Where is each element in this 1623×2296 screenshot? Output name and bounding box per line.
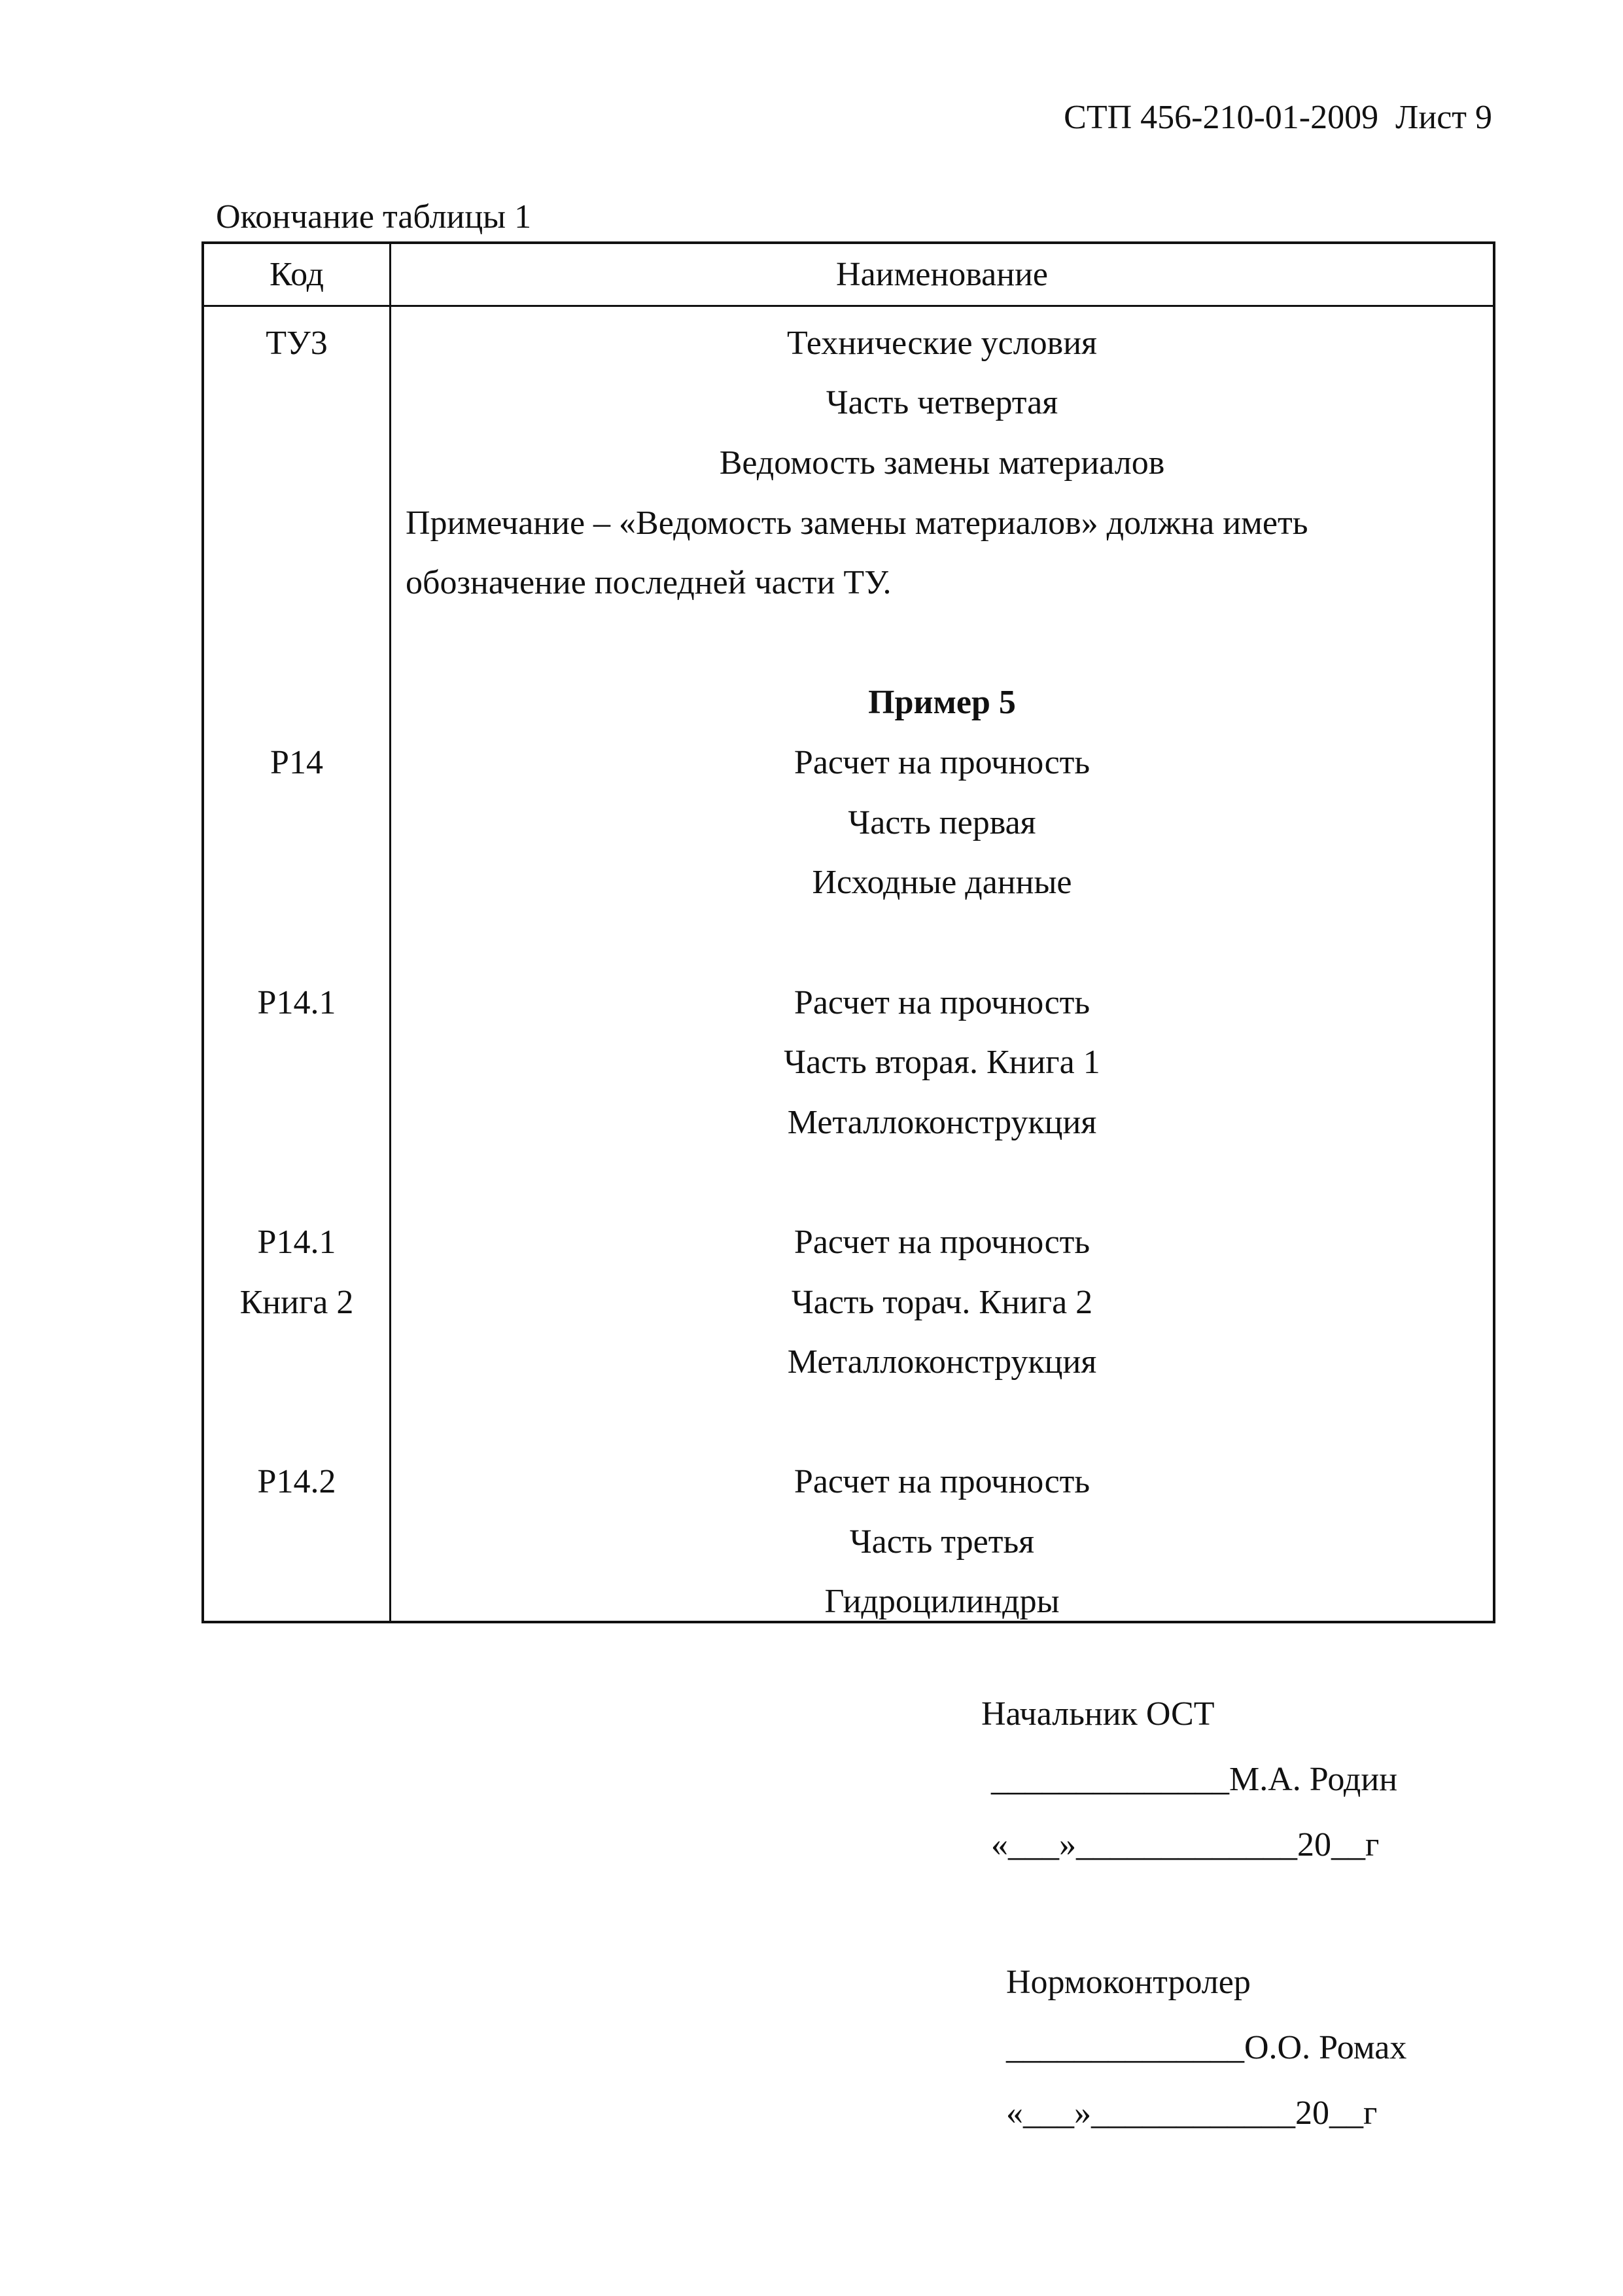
row-line: Ведомость замены материалов bbox=[719, 444, 1165, 482]
row-line: Технические условия bbox=[787, 325, 1097, 362]
example-heading: Пример 5 bbox=[868, 684, 1016, 721]
column-header-name: Наименование bbox=[836, 256, 1048, 293]
row-line: Расчет на прочность bbox=[794, 984, 1091, 1021]
signature-name-line: ______________О.О. Ромах bbox=[1006, 2029, 1407, 2066]
row-code-book: Книга 2 bbox=[239, 1284, 354, 1321]
row-line: Часть торач. Книга 2 bbox=[791, 1284, 1093, 1321]
row-line: Исходные данные bbox=[812, 864, 1072, 901]
row-code: Р14 bbox=[270, 744, 323, 781]
signature-title: Начальник ОСТ bbox=[981, 1695, 1215, 1733]
row-code: Р14.1 bbox=[257, 984, 336, 1021]
row-line: Часть четвертая bbox=[826, 384, 1058, 421]
row-line: Расчет на прочность bbox=[794, 1224, 1091, 1261]
row-line: Расчет на прочность bbox=[794, 744, 1091, 781]
row-code: ТУ3 bbox=[266, 325, 328, 362]
document-table bbox=[201, 241, 1495, 1623]
row-line: Часть вторая. Книга 1 bbox=[784, 1044, 1100, 1081]
sheet-number: Лист 9 bbox=[1395, 99, 1492, 136]
signature-date-line: «___»____________20__г bbox=[1006, 2094, 1378, 2132]
row-line: Расчет на прочность bbox=[794, 1463, 1091, 1500]
document-header bbox=[1064, 98, 1492, 137]
table-header-row bbox=[204, 244, 1493, 307]
signature-title: Нормоконтролер bbox=[1006, 1964, 1251, 2001]
row-line: Металлоконструкция bbox=[787, 1343, 1097, 1381]
column-header-code: Код bbox=[269, 256, 324, 293]
row-code: Р14.1 bbox=[257, 1224, 336, 1261]
signature-date-line: «___»_____________20__г bbox=[991, 1826, 1380, 1863]
document-id: СТП 456-210-01-2009 bbox=[1064, 99, 1379, 136]
table-caption: Окончание таблицы 1 bbox=[216, 198, 532, 236]
row-line: Металлоконструкция bbox=[787, 1104, 1097, 1141]
row-line: Гидроцилиндры bbox=[824, 1583, 1060, 1620]
note-line: Примечание – «Ведомость замены материалов» должна иметь bbox=[406, 504, 1308, 542]
note-line: обозначение последней части ТУ. bbox=[406, 564, 892, 601]
row-line: Часть первая bbox=[848, 804, 1036, 841]
row-code: Р14.2 bbox=[257, 1463, 336, 1500]
signature-name-line: ______________М.А. Родин bbox=[991, 1761, 1398, 1798]
row-line: Часть третья bbox=[849, 1523, 1035, 1561]
